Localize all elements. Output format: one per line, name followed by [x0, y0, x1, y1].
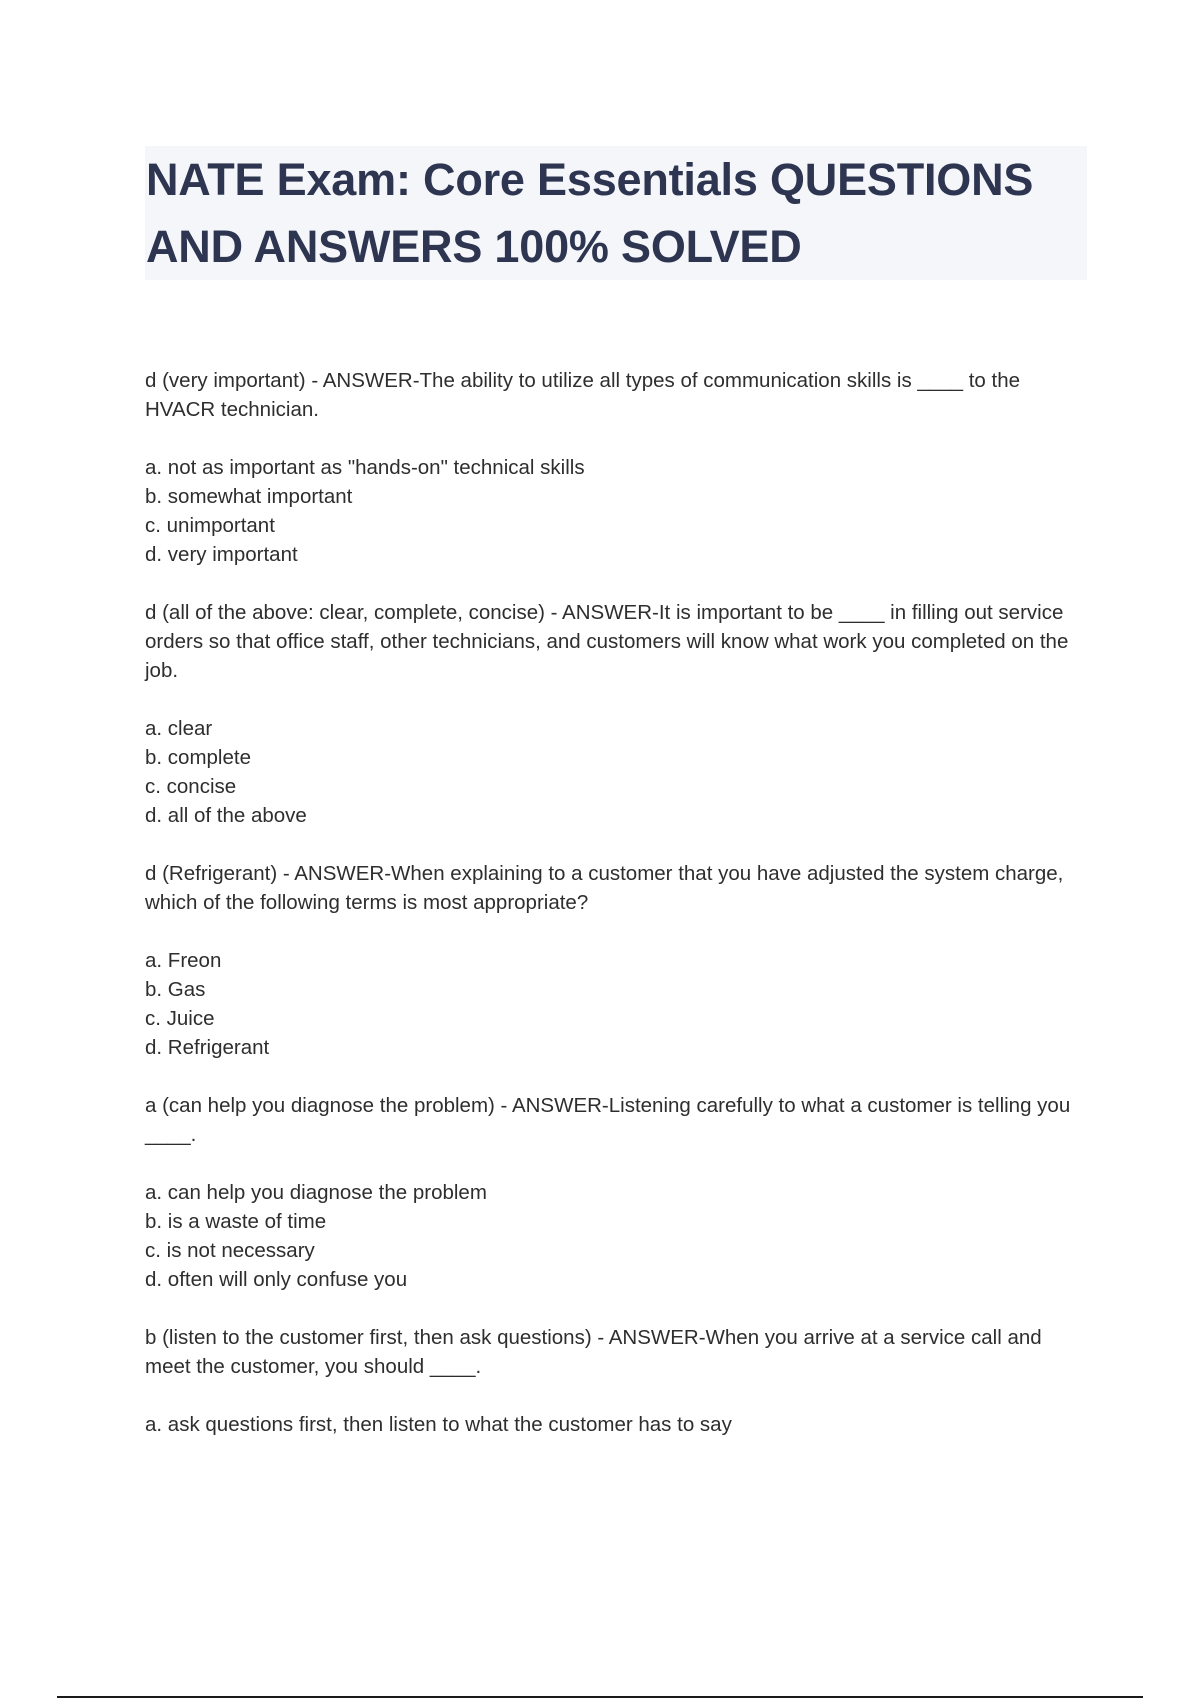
qa-option: a. can help you diagnose the problem — [145, 1181, 487, 1204]
qa-option: d. all of the above — [145, 804, 307, 827]
qa-options — [145, 1178, 1085, 1294]
qa-options — [145, 946, 1085, 1062]
qa-options — [145, 453, 1085, 569]
qa-option: c. Juice — [145, 1007, 215, 1030]
qa-option: b. Gas — [145, 978, 206, 1001]
qa-option: a. Freon — [145, 949, 222, 972]
qa-item — [145, 366, 1085, 569]
qa-option: d. Refrigerant — [145, 1036, 270, 1059]
qa-option: a. not as important as "hands-on" technical skills — [145, 456, 585, 479]
qa-option: b. complete — [145, 746, 251, 769]
qa-item — [145, 859, 1085, 1062]
qa-option: d. often will only confuse you — [145, 1268, 408, 1291]
qa-question: a (can help you diagnose the problem) - ANSWER-Listening carefully to what a customer is telling you ____. — [145, 1094, 1071, 1146]
qa-option: a. clear — [145, 717, 213, 740]
qa-question: d (Refrigerant) - ANSWER-When explaining to a customer that you have adjusted the system charge, which of the following terms is most appropriate? — [145, 862, 1064, 914]
qa-question: d (very important) - ANSWER-The ability to utilize all types of communication skills is ____ to the HVACR technician. — [145, 369, 1020, 421]
title-banner — [145, 146, 1087, 280]
qa-item — [145, 598, 1085, 830]
qa-option: c. concise — [145, 775, 237, 798]
qa-option: d. very important — [145, 543, 298, 566]
qa-option: c. is not necessary — [145, 1239, 315, 1262]
qa-question: b (listen to the customer first, then ask questions) - ANSWER-When you arrive at a service call and meet the customer, you should ____. — [145, 1326, 1042, 1378]
qa-options — [145, 714, 1085, 830]
qa-item — [145, 1091, 1085, 1294]
qa-item — [145, 1323, 1085, 1439]
qa-option: c. unimportant — [145, 514, 275, 537]
qa-question: d (all of the above: clear, complete, concise) - ANSWER-It is important to be ____ in filling out service orders so that office staff, other technicians, and customers will know what work you completed on the job. — [145, 601, 1069, 682]
footer-divider — [57, 1696, 1143, 1698]
qa-options — [145, 1410, 1085, 1439]
qa-list — [145, 366, 1085, 1439]
document-title: NATE Exam: Core Essentials QUESTIONS AND ANSWERS 100% SOLVED — [146, 154, 1034, 272]
qa-option: a. ask questions first, then listen to what the customer has to say — [145, 1413, 732, 1436]
qa-option: b. is a waste of time — [145, 1210, 327, 1233]
qa-option: b. somewhat important — [145, 485, 353, 508]
